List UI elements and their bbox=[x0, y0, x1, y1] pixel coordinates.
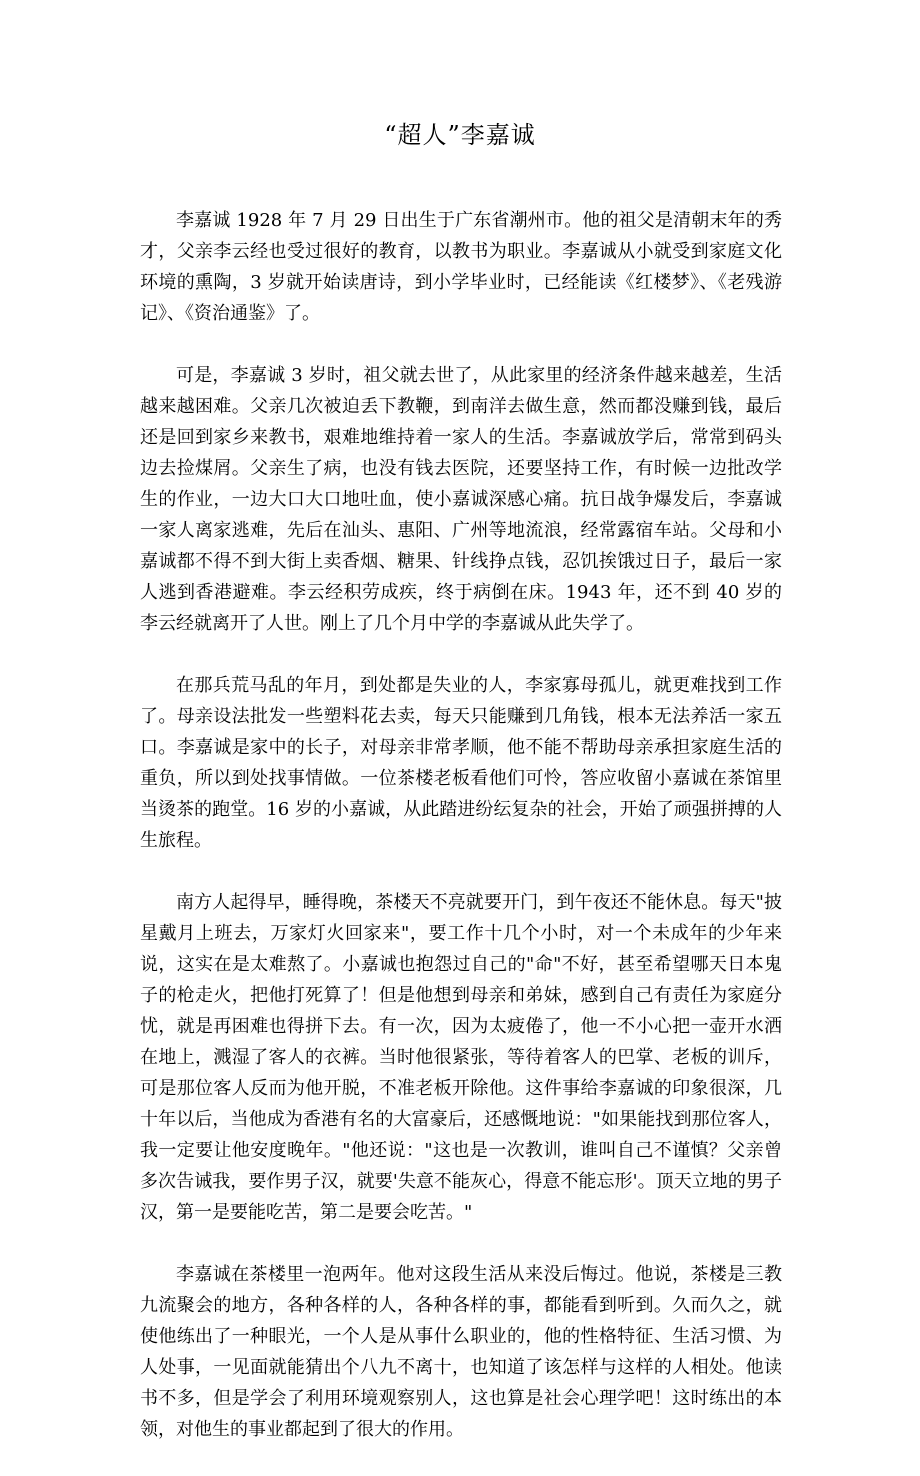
paragraph-teahouse-life: 南方人起得早，睡得晚，茶楼天不亮就要开门，到午夜还不能休息。每天"披星戴月上班去，万家灯火回家来"，要工作十几个小时，对一个未成年的少年来说，这实在是太难熬了。小嘉诚也抱怨过自己的"命"不好，甚至希望哪天日本鬼子的枪走火，把他打死算了！但是他想到母亲和弟妹，感到自己有责任为家庭分忧，就是再困难也得拼下去。有一次，因为太疲倦了，他一不小心把一壶开水洒在地上，溅湿了客人的衣裤。当时他很紧张，等待着客人的巴掌、老板的训斥，可是那位客人反而为他开脱，不准老板开除他。这件事给李嘉诚的印象很深，几十年以后，当他成为香港有名的大富豪后，还感慨地说："如果能找到那位客人，我一定要让他安度晚年。"他还说："这也是一次教训，谁叫自己不谨慎？父亲曾多次告诫我，要作男子汉，就要'失意不能灰心，得意不能忘形'。顶天立地的男子汉，第一是要能吃苦，第二是要会吃苦。" bbox=[140, 892, 782, 1223]
paragraph-hardship: 可是，李嘉诚 3 岁时，祖父就去世了，从此家里的经济条件越来越差，生活越来越困难。父亲几次被迫丢下教鞭，到南洋去做生意，然而都没赚到钱，最后还是回到家乡来教书，艰难地维持着一家人的生活。李嘉诚放学后，常常到码头边去捡煤屑。父亲生了病，也没有钱去医院，还要坚持工作，有时候一边批改学生的作业，一边大口大口地吐血，使小嘉诚深感心痛。抗日战争爆发后，李嘉诚一家人离家逃难，先后在汕头、惠阳、广州等地流浪，经常露宿车站。父母和小嘉诚都不得不到大街上卖香烟、糖果、针线挣点钱，忍饥挨饿过日子，最后一家人逃到香港避难。李云经积劳成疾，终于病倒在床。1943 年，还不到 40 岁的李云经就离开了人世。刚上了几个月中学的李嘉诚从此失学了。 bbox=[140, 365, 782, 634]
paragraph-lessons: 李嘉诚在茶楼里一泡两年。他对这段生活从来没后悔过。他说，茶楼是三教九流聚会的地方，各种各样的人，各种各样的事，都能看到听到。久而久之，就使他练出了一种眼光，一个人是从事什么职业的，他的性格特征、生活习惯、为人处事，一见面就能猜出个八九不离十，也知道了该怎样与这样的人相处。他读书不多，但是学会了利用环境观察别人，这也算是社会心理学吧！这时练出的本领，对他生的事业都起到了很大的作用。 bbox=[140, 1264, 782, 1440]
document-title: “超人”李嘉诚 bbox=[384, 121, 536, 149]
paragraph-birth-family: 李嘉诚 1928 年 7 月 29 日出生于广东省潮州市。他的祖父是清朝末年的秀才，父亲李云经也受过很好的教育，以教书为职业。李嘉诚从小就受到家庭文化环境的熏陶，3 岁就开始读唐诗，到小学毕业时，已经能读《红楼梦》、《老残游记》、《资治通鉴》了。 bbox=[140, 210, 782, 324]
document-body bbox=[140, 205, 782, 1476]
paragraph-teahouse-job: 在那兵荒马乱的年月，到处都是失业的人，李家寡母孤儿，就更难找到工作了。母亲设法批发一些塑料花去卖，每天只能赚到几角钱，根本无法养活一家五口。李嘉诚是家中的长子，对母亲非常孝顺，他不能不帮助母亲承担家庭生活的重负，所以到处找事情做。一位茶楼老板看他们可怜，答应收留小嘉诚在茶馆里当烫茶的跑堂。16 岁的小嘉诚，从此踏进纷纭复杂的社会，开始了顽强拼搏的人生旅程。 bbox=[140, 675, 782, 851]
